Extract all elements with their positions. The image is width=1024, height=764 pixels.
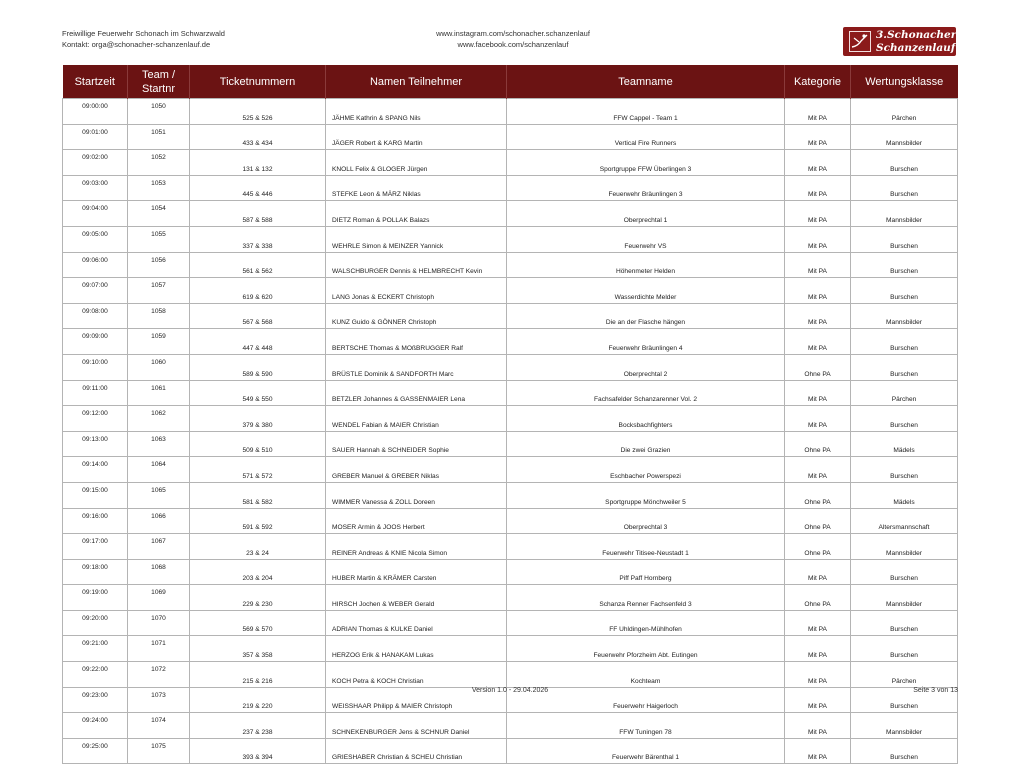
category-cell: Mit PA xyxy=(785,252,851,278)
category-cell: Mit PA xyxy=(785,559,851,585)
facebook-link[interactable]: www.facebook.com/schanzenlauf xyxy=(457,40,569,49)
ranking-class-cell: Mannsbilder xyxy=(851,124,958,150)
category-cell: Mit PA xyxy=(785,150,851,176)
ticket-numbers-cell: 447 & 448 xyxy=(190,329,326,355)
ticket-numbers-cell: 379 & 380 xyxy=(190,406,326,432)
category-cell: Mit PA xyxy=(785,406,851,432)
start-number-cell: 1069 xyxy=(128,585,190,611)
participant-names-cell: WEHRLE Simon & MEINZER Yannick xyxy=(326,226,507,252)
ranking-class-cell: Burschen xyxy=(851,354,958,380)
start-number-cell: 1054 xyxy=(128,201,190,227)
ticket-numbers-cell: 619 & 620 xyxy=(190,278,326,304)
ranking-class-cell: Burschen xyxy=(851,687,958,713)
team-name-cell: Wasserdichte Melder xyxy=(507,278,785,304)
column-header-teamname: Teamname xyxy=(507,65,785,99)
start-number-cell: 1071 xyxy=(128,636,190,662)
table-row xyxy=(63,354,958,380)
table-row xyxy=(63,278,958,304)
logo-line-1: 3.Schonacher xyxy=(876,29,957,41)
ticket-numbers-cell: 203 & 204 xyxy=(190,559,326,585)
start-time-cell: 09:11:00 xyxy=(63,380,128,406)
team-name-cell: Piff Paff Hornberg xyxy=(507,559,785,585)
start-time-cell: 09:21:00 xyxy=(63,636,128,662)
participant-names-cell: SAUER Hannah & SCHNEIDER Sophie xyxy=(326,431,507,457)
start-time-cell: 09:15:00 xyxy=(63,482,128,508)
ticket-numbers-cell: 587 & 588 xyxy=(190,201,326,227)
participant-names-cell: GRIESHABER Christian & SCHEU Christian xyxy=(326,738,507,764)
table-row xyxy=(63,380,958,406)
category-cell: Ohne PA xyxy=(785,431,851,457)
start-time-cell: 09:04:00 xyxy=(63,201,128,227)
start-number-cell: 1052 xyxy=(128,150,190,176)
start-time-cell: 09:18:00 xyxy=(63,559,128,585)
ranking-class-cell: Burschen xyxy=(851,278,958,304)
ranking-class-cell: Mädels xyxy=(851,431,958,457)
start-number-cell: 1050 xyxy=(128,99,190,125)
ticket-numbers-cell: 549 & 550 xyxy=(190,380,326,406)
start-number-cell: 1065 xyxy=(128,482,190,508)
ranking-class-cell: Burschen xyxy=(851,610,958,636)
team-name-cell: Sportgruppe FFW Überlingen 3 xyxy=(507,150,785,176)
category-cell: Ohne PA xyxy=(785,482,851,508)
table-row xyxy=(63,457,958,483)
table-row xyxy=(63,150,958,176)
table-body xyxy=(63,99,958,764)
start-number-cell: 1055 xyxy=(128,226,190,252)
start-time-cell: 09:08:00 xyxy=(63,303,128,329)
participant-names-cell: REINER Andreas & KNIE Nicola Simon xyxy=(326,534,507,560)
participant-names-cell: SCHNEKENBURGER Jens & SCHNUR Daniel xyxy=(326,713,507,739)
column-header-startzeit: Startzeit xyxy=(63,65,128,99)
version-label: Version 1.0 - 29.04.2026 xyxy=(471,687,549,694)
table-row xyxy=(63,201,958,227)
category-cell: Ohne PA xyxy=(785,585,851,611)
ranking-class-cell: Burschen xyxy=(851,406,958,432)
table-row xyxy=(63,534,958,560)
start-number-cell: 1057 xyxy=(128,278,190,304)
team-name-cell: Höhenmeter Helden xyxy=(507,252,785,278)
participant-names-cell: JÄGER Robert & KARG Martin xyxy=(326,124,507,150)
ticket-numbers-cell: 569 & 570 xyxy=(190,610,326,636)
team-name-cell: Die zwei Grazien xyxy=(507,431,785,457)
category-cell: Mit PA xyxy=(785,713,851,739)
participant-names-cell: JÄHME Kathrin & SPANG Nils xyxy=(326,99,507,125)
ranking-class-cell: Burschen xyxy=(851,457,958,483)
start-time-cell: 09:25:00 xyxy=(63,738,128,764)
ticket-numbers-cell: 131 & 132 xyxy=(190,150,326,176)
category-cell: Mit PA xyxy=(785,278,851,304)
start-time-cell: 09:12:00 xyxy=(63,406,128,432)
start-time-cell: 09:13:00 xyxy=(63,431,128,457)
participant-names-cell: BRÜSTLE Dominik & SANDFORTH Marc xyxy=(326,354,507,380)
participant-names-cell: KOCH Petra & KOCH Christian xyxy=(326,662,507,688)
participant-names-cell: STEFKE Leon & MÄRZ Niklas xyxy=(326,175,507,201)
participant-names-cell: WIMMER Vanessa & ZOLL Doreen xyxy=(326,482,507,508)
participant-names-cell: HIRSCH Jochen & WEBER Gerald xyxy=(326,585,507,611)
ranking-class-cell: Pärchen xyxy=(851,380,958,406)
start-time-cell: 09:14:00 xyxy=(63,457,128,483)
ranking-class-cell: Burschen xyxy=(851,175,958,201)
team-name-cell: Schanza Renner Fachsenfeld 3 xyxy=(507,585,785,611)
team-name-cell: Oberprechtal 3 xyxy=(507,508,785,534)
header-center xyxy=(408,28,618,50)
category-cell: Mit PA xyxy=(785,226,851,252)
table-row xyxy=(63,124,958,150)
start-number-cell: 1060 xyxy=(128,354,190,380)
ranking-class-cell: Burschen xyxy=(851,329,958,355)
start-time-cell: 09:20:00 xyxy=(63,610,128,636)
team-name-cell: Sportgruppe Mönchweiler 5 xyxy=(507,482,785,508)
table-row xyxy=(63,406,958,432)
start-time-cell: 09:01:00 xyxy=(63,124,128,150)
ranking-class-cell: Mannsbilder xyxy=(851,303,958,329)
table-row xyxy=(63,738,958,764)
start-number-cell: 1068 xyxy=(128,559,190,585)
team-name-cell: Oberprechtal 1 xyxy=(507,201,785,227)
logo-line-2: Schanzenlauf xyxy=(876,41,956,54)
start-number-cell: 1056 xyxy=(128,252,190,278)
table-row xyxy=(63,585,958,611)
team-name-cell: Vertical Fire Runners xyxy=(507,124,785,150)
start-number-cell: 1064 xyxy=(128,457,190,483)
table-row xyxy=(63,662,958,688)
participant-names-cell: WENDEL Fabian & MAIER Christian xyxy=(326,406,507,432)
team-name-cell: Eschbacher Powerspezi xyxy=(507,457,785,483)
ticket-numbers-cell: 445 & 446 xyxy=(190,175,326,201)
table-row xyxy=(63,99,958,125)
ranking-class-cell: Mannsbilder xyxy=(851,585,958,611)
start-time-cell: 09:16:00 xyxy=(63,508,128,534)
table-row xyxy=(63,329,958,355)
organization-name: Freiwillige Feuerwehr Schonach im Schwarzwald xyxy=(62,29,225,38)
start-number-cell: 1075 xyxy=(128,738,190,764)
ranking-class-cell: Mannsbilder xyxy=(851,713,958,739)
participant-names-cell: LANG Jonas & ECKERT Christoph xyxy=(326,278,507,304)
logo-text xyxy=(876,29,957,54)
participant-names-cell: MOSER Armin & JOOS Herbert xyxy=(326,508,507,534)
ticket-numbers-cell: 591 & 592 xyxy=(190,508,326,534)
ranking-class-cell: Burschen xyxy=(851,738,958,764)
category-cell: Mit PA xyxy=(785,201,851,227)
start-number-cell: 1066 xyxy=(128,508,190,534)
participant-names-cell: GREBER Manuel & GREBER Niklas xyxy=(326,457,507,483)
category-cell: Mit PA xyxy=(785,738,851,764)
ranking-class-cell: Altersmannschaft xyxy=(851,508,958,534)
start-number-cell: 1051 xyxy=(128,124,190,150)
table-row xyxy=(63,175,958,201)
ticket-numbers-cell: 237 & 238 xyxy=(190,713,326,739)
category-cell: Mit PA xyxy=(785,329,851,355)
ranking-class-cell: Burschen xyxy=(851,226,958,252)
table-row xyxy=(63,610,958,636)
team-name-cell: Feuerwehr Haigerloch xyxy=(507,687,785,713)
start-number-cell: 1073 xyxy=(128,687,190,713)
category-cell: Mit PA xyxy=(785,687,851,713)
table-row xyxy=(63,303,958,329)
ticket-numbers-cell: 215 & 216 xyxy=(190,662,326,688)
table-row xyxy=(63,226,958,252)
event-logo xyxy=(843,27,956,56)
ranking-class-cell: Mannsbilder xyxy=(851,534,958,560)
team-name-cell: Fachsafelder Schanzarenner Vol. 2 xyxy=(507,380,785,406)
ranking-class-cell: Mädels xyxy=(851,482,958,508)
team-name-cell: Feuerwehr Titisee-Neustadt 1 xyxy=(507,534,785,560)
category-cell: Mit PA xyxy=(785,99,851,125)
category-cell: Mit PA xyxy=(785,662,851,688)
table-row xyxy=(63,713,958,739)
start-time-cell: 09:03:00 xyxy=(63,175,128,201)
start-time-cell: 09:02:00 xyxy=(63,150,128,176)
start-number-cell: 1062 xyxy=(128,406,190,432)
ticket-numbers-cell: 509 & 510 xyxy=(190,431,326,457)
start-time-cell: 09:06:00 xyxy=(63,252,128,278)
start-time-cell: 09:00:00 xyxy=(63,99,128,125)
table-row xyxy=(63,482,958,508)
participant-names-cell: DIETZ Roman & POLLAK Balazs xyxy=(326,201,507,227)
ski-jump-icon xyxy=(849,31,871,52)
participant-names-cell: WALSCHBURGER Dennis & HELMBRECHT Kevin xyxy=(326,252,507,278)
header-left xyxy=(62,28,225,50)
table-header-row xyxy=(63,65,958,99)
column-header-team-startnr: Team / Startnr xyxy=(128,65,190,99)
category-cell: Mit PA xyxy=(785,175,851,201)
ticket-numbers-cell: 433 & 434 xyxy=(190,124,326,150)
team-name-cell: Feuerwehr VS xyxy=(507,226,785,252)
ranking-class-cell: Mannsbilder xyxy=(851,201,958,227)
category-cell: Ohne PA xyxy=(785,508,851,534)
table-row xyxy=(63,508,958,534)
ticket-numbers-cell: 337 & 338 xyxy=(190,226,326,252)
start-number-cell: 1059 xyxy=(128,329,190,355)
start-time-cell: 09:17:00 xyxy=(63,534,128,560)
category-cell: Mit PA xyxy=(785,380,851,406)
ranking-class-cell: Burschen xyxy=(851,150,958,176)
contact-email: Kontakt: orga@schonacher-schanzenlauf.de xyxy=(62,40,211,49)
page-number: Seite 3 von 13 xyxy=(913,687,958,694)
ranking-class-cell: Burschen xyxy=(851,636,958,662)
ticket-numbers-cell: 525 & 526 xyxy=(190,99,326,125)
table-row xyxy=(63,636,958,662)
participant-names-cell: WEISSHAAR Philipp & MAIER Christoph xyxy=(326,687,507,713)
start-number-cell: 1053 xyxy=(128,175,190,201)
category-cell: Mit PA xyxy=(785,124,851,150)
start-time-cell: 09:19:00 xyxy=(63,585,128,611)
table-row xyxy=(63,252,958,278)
ranking-class-cell: Pärchen xyxy=(851,662,958,688)
ticket-numbers-cell: 589 & 590 xyxy=(190,354,326,380)
team-name-cell: Feuerwehr Bräunlingen 3 xyxy=(507,175,785,201)
ticket-numbers-cell: 567 & 568 xyxy=(190,303,326,329)
team-name-cell: Feuerwehr Bärenthal 1 xyxy=(507,738,785,764)
start-number-cell: 1072 xyxy=(128,662,190,688)
ticket-numbers-cell: 23 & 24 xyxy=(190,534,326,560)
column-header-wertungsklasse: Wertungsklasse xyxy=(851,65,958,99)
category-cell: Mit PA xyxy=(785,636,851,662)
table-row xyxy=(63,559,958,585)
team-name-cell: Oberprechtal 2 xyxy=(507,354,785,380)
ticket-numbers-cell: 357 & 358 xyxy=(190,636,326,662)
team-name-cell: Feuerwehr Pforzheim Abt. Eutingen xyxy=(507,636,785,662)
participant-names-cell: BERTSCHE Thomas & MOßBRUGGER Ralf xyxy=(326,329,507,355)
start-number-cell: 1074 xyxy=(128,713,190,739)
team-name-cell: FF Uhldingen-Mühlhofen xyxy=(507,610,785,636)
participant-names-cell: ADRIAN Thomas & KULKE Daniel xyxy=(326,610,507,636)
ticket-numbers-cell: 219 & 220 xyxy=(190,687,326,713)
category-cell: Mit PA xyxy=(785,457,851,483)
team-name-cell: Bocksbachfighters xyxy=(507,406,785,432)
start-number-cell: 1063 xyxy=(128,431,190,457)
category-cell: Mit PA xyxy=(785,610,851,636)
participant-names-cell: BETZLER Johannes & GASSENMAIER Lena xyxy=(326,380,507,406)
team-name-cell: FFW Cappel - Team 1 xyxy=(507,99,785,125)
column-header-kategorie: Kategorie xyxy=(785,65,851,99)
ranking-class-cell: Burschen xyxy=(851,252,958,278)
start-number-cell: 1061 xyxy=(128,380,190,406)
table-row xyxy=(63,431,958,457)
ranking-class-cell: Burschen xyxy=(851,559,958,585)
start-time-cell: 09:07:00 xyxy=(63,278,128,304)
ticket-numbers-cell: 393 & 394 xyxy=(190,738,326,764)
category-cell: Mit PA xyxy=(785,303,851,329)
participant-names-cell: HUBER Martin & KRÄMER Carsten xyxy=(326,559,507,585)
start-list-table xyxy=(62,65,958,764)
column-header-ticketnummern: Ticketnummern xyxy=(190,65,326,99)
start-number-cell: 1058 xyxy=(128,303,190,329)
ticket-numbers-cell: 229 & 230 xyxy=(190,585,326,611)
start-number-cell: 1067 xyxy=(128,534,190,560)
instagram-link[interactable]: www.instagram.com/schonacher.schanzenlauf xyxy=(436,29,590,38)
start-time-cell: 09:23:00 xyxy=(63,687,128,713)
start-time-cell: 09:22:00 xyxy=(63,662,128,688)
start-number-cell: 1070 xyxy=(128,610,190,636)
ranking-class-cell: Pärchen xyxy=(851,99,958,125)
team-name-cell: Feuerwehr Bräunlingen 4 xyxy=(507,329,785,355)
team-name-cell: FFW Tuningen 78 xyxy=(507,713,785,739)
team-name-cell: Die an der Flasche hängen xyxy=(507,303,785,329)
start-time-cell: 09:24:00 xyxy=(63,713,128,739)
start-time-cell: 09:09:00 xyxy=(63,329,128,355)
ticket-numbers-cell: 581 & 582 xyxy=(190,482,326,508)
participant-names-cell: HERZOG Erik & HANAKAM Lukas xyxy=(326,636,507,662)
category-cell: Ohne PA xyxy=(785,354,851,380)
start-time-cell: 09:10:00 xyxy=(63,354,128,380)
start-time-cell: 09:05:00 xyxy=(63,226,128,252)
participant-names-cell: KUNZ Guido & GÖNNER Christoph xyxy=(326,303,507,329)
participant-names-cell: KNOLL Felix & GLOGER Jürgen xyxy=(326,150,507,176)
ticket-numbers-cell: 561 & 562 xyxy=(190,252,326,278)
ticket-numbers-cell: 571 & 572 xyxy=(190,457,326,483)
team-name-cell: Kochteam xyxy=(507,662,785,688)
category-cell: Ohne PA xyxy=(785,534,851,560)
column-header-namen-teilnehmer: Namen Teilnehmer xyxy=(326,65,507,99)
